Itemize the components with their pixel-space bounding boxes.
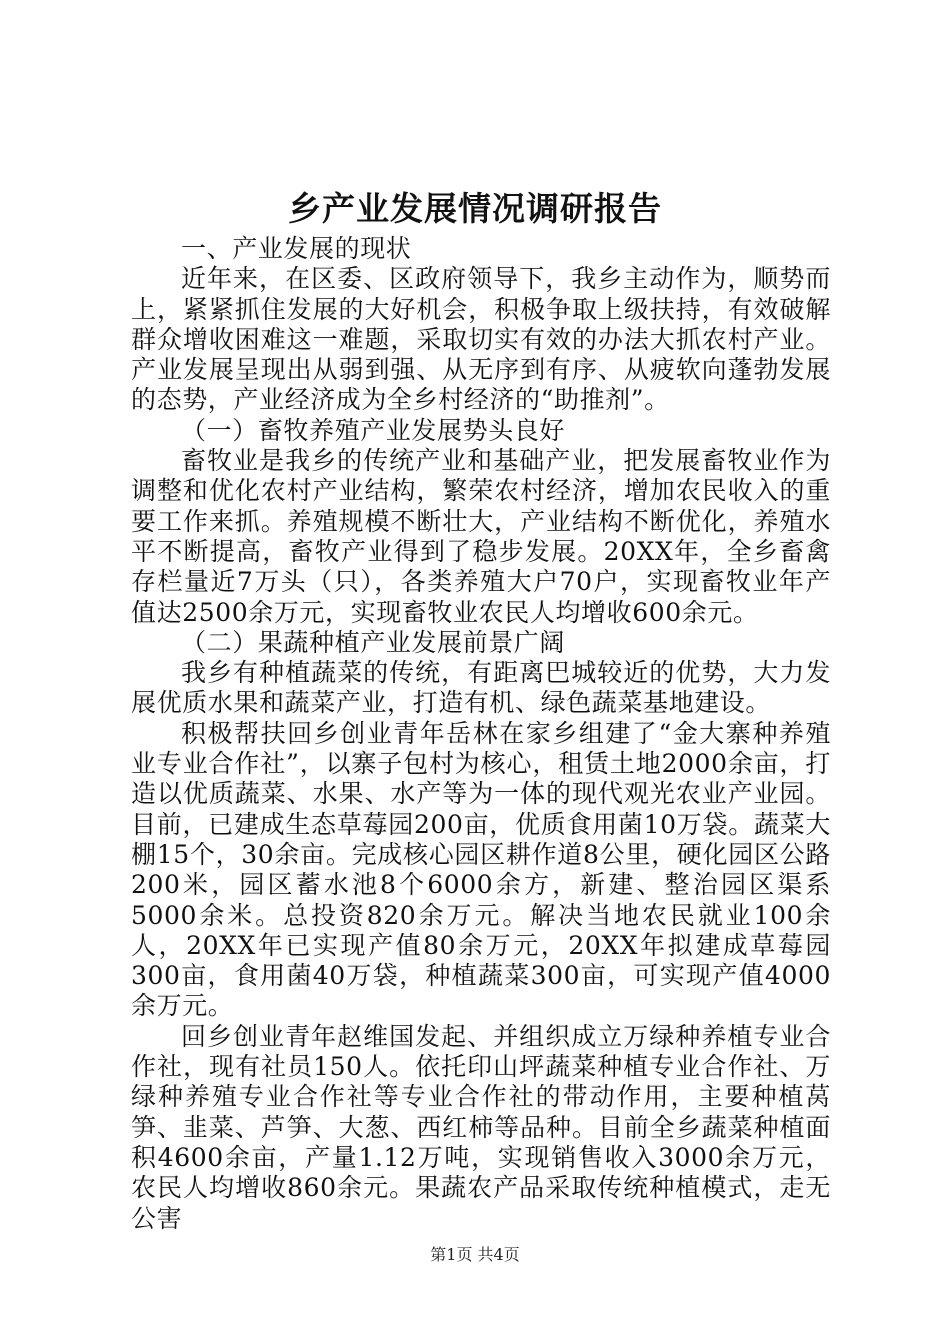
subsection-heading: （二）果蔬种植产业发展前景广阔 <box>181 627 566 657</box>
paragraph: 畜牧业是我乡的传统产业和基础产业，把发展畜牧业作为调整和优化农村产业结构，繁荣农村经济，增加农民收入的重要工作来抓。养殖规模不断壮大，产业结构不断优化，养殖水平不断提高，畜牧产业得到了稳步发展。20XX年，全乡畜禽存栏量近7万头（只），各类养殖大户70户，实现畜牧业年产值达2500余万元，实现畜牧业农民人均增收600余元。 <box>131 446 831 627</box>
paragraph: 我乡有种植蔬菜的传统，有距离巴城较近的优势，大力发展优质水果和蔬菜产业，打造有机、绿色蔬菜基地建设。 <box>131 658 831 718</box>
document-body <box>131 234 831 1234</box>
page-number-footer: 第1页 共4页 <box>430 1245 520 1264</box>
document-title: 乡产业发展情况调研报告 <box>288 189 662 228</box>
section-heading: 一、产业发展的现状 <box>181 234 412 263</box>
paragraph: 回乡创业青年赵维国发起、并组织成立万绿种养植专业合作社，现有社员150人。依托印山坪蔬菜种植专业合作社、万绿种养殖专业合作社等专业合作社的带动作用，主要种植莴笋、韭菜、芦笋、大葱、西红柿等品种。目前全乡蔬菜种植面积4600余亩，产量1.12万吨，实现销售收入3000余万元，农民人均增收860余元。果蔬农产品采取传统种植模式，走无公害 <box>131 1021 831 1233</box>
paragraph: 积极帮扶回乡创业青年岳林在家乡组建了“金大寨种养殖业专业合作社”，以寨子包村为核心，租赁土地2000余亩，打造以优质蔬菜、水果、水产等为一体的现代观光农业产业园。目前，已建成生态草莓园200亩，优质食用菌10万袋。蔬菜大棚15个，30余亩。完成核心园区耕作道8公里，硬化园区公路200米，园区蓄水池8个6000余方，新建、整治园区渠系5000余米。总投资820余万元。解决当地农民就业100余人，20XX年已实现产值80余万元，20XX年拟建成草莓园300亩，食用菌40万袋，种植蔬菜300亩，可实现产值4000余万元。 <box>131 718 831 1021</box>
subsection-heading: （一）畜牧养殖产业发展势头良好 <box>181 415 566 445</box>
paragraph: 近年来，在区委、区政府领导下，我乡主动作为，顺势而上，紧紧抓住发展的大好机会，积极争取上级扶持，有效破解群众增收困难这一难题，采取切实有效的办法大抓农村产业。产业发展呈现出从弱到强、从无序到有序、从疲软向蓬勃发展的态势，产业经济成为全乡村经济的“助推剂”。 <box>131 264 831 415</box>
